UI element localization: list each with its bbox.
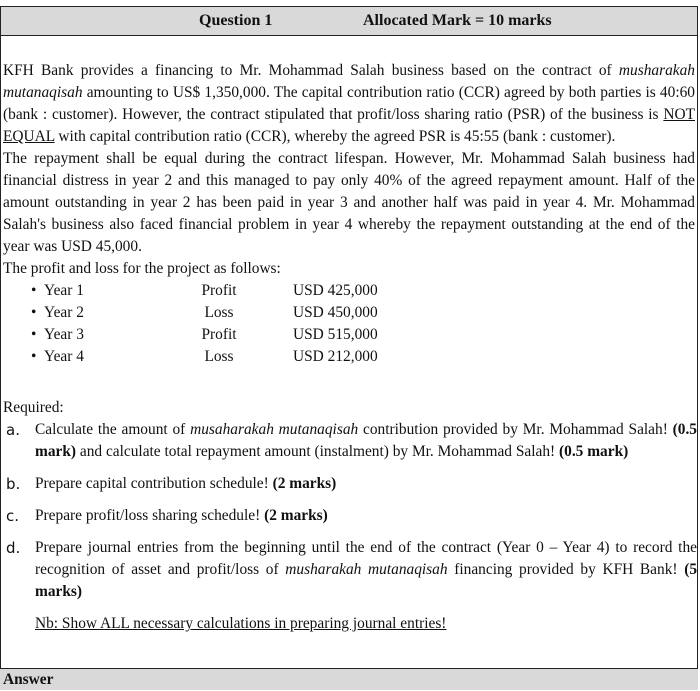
pl-type: Loss <box>204 304 234 321</box>
para1-text-3: with capital contribution ratio (CCR), whereby the agreed PSR is 45:55 (bank : customer). <box>54 128 616 145</box>
question-header <box>0 6 698 36</box>
item-d-text-2: financing provided by KFH Bank! <box>447 561 685 578</box>
list-item <box>3 302 695 324</box>
answer-bar <box>0 668 698 690</box>
item-b-mark: (2 marks) <box>272 475 337 492</box>
question-body <box>3 60 695 368</box>
item-c-mark: (2 marks) <box>264 507 328 524</box>
required-item-d <box>3 537 697 603</box>
item-b-text: Prepare capital contribution schedule! <box>35 475 273 492</box>
question-number: Question 1 <box>199 12 273 29</box>
paragraph-repayment: The repayment shall be equal during the contract lifespan. However, Mr. Mohammad Salah business had financial distress in year 2 and this managed to pay only 40% of the agreed repayment amount. Half of the amount outstanding in year 2 has been paid in year 3 and another half was paid in year 4. Mr. Mohammad Salah's business also faced financial problem in year 4 whereby the repayment outstanding at the end of the year was USD 45,000. <box>3 150 695 255</box>
item-a-text-1: Calculate the amount of <box>35 421 191 438</box>
answer-label: Answer <box>3 671 54 688</box>
bullet: • <box>31 282 37 299</box>
item-label: c. <box>6 507 20 525</box>
pl-amount: USD 450,000 <box>293 304 378 321</box>
para1-text-1: KFH Bank provides a financing to Mr. Mohammad Salah business based on the contract of <box>3 62 619 79</box>
pl-type: Profit <box>201 326 237 343</box>
item-a-italic-term: musaharakah mutanaqisah <box>190 421 359 438</box>
item-d-italic-term: musharakah mutanaqisah <box>285 561 448 578</box>
pl-year: Year 4 <box>44 348 84 365</box>
item-label: d. <box>6 539 21 557</box>
item-a-text-2: contribution provided by Mr. Mohammad Salah! <box>358 421 673 438</box>
para1-text-2: amounting to US$ 1,350,000. The capital contribution ratio (CCR) agreed by both parties is 40:60 (bank : customer). However, the contract stipulated that profit/loss sharing ratio (PSR) of the business is <box>3 84 695 123</box>
required-heading: Required: <box>3 399 64 416</box>
item-a-mark-2: (0.5 mark) <box>559 443 629 460</box>
required-item-b <box>3 473 697 495</box>
pl-list <box>3 280 695 368</box>
required-item-c <box>3 505 697 527</box>
note-nb: Nb: Show ALL necessary calculations in preparing journal entries! <box>35 615 447 632</box>
item-a-mark-1: (0.5 mark) <box>35 421 697 460</box>
pl-intro: The profit and loss for the project as follows: <box>3 260 281 277</box>
pl-amount: USD 212,000 <box>293 348 378 365</box>
allocated-marks: Allocated Mark = 10 marks <box>363 12 552 29</box>
item-label: b. <box>6 475 21 493</box>
pl-year: Year 2 <box>44 304 84 321</box>
item-d-mark: (5 marks) <box>35 561 698 600</box>
list-item <box>3 346 695 368</box>
bullet: • <box>31 348 37 365</box>
list-item <box>3 280 695 302</box>
bullet: • <box>31 304 37 321</box>
pl-year: Year 3 <box>44 326 84 343</box>
pl-amount: USD 425,000 <box>293 282 378 299</box>
para1-italic-term: musharakah mutanaqisah <box>3 62 695 101</box>
bullet: • <box>31 326 37 343</box>
list-item <box>3 324 695 346</box>
item-c-text: Prepare profit/loss sharing schedule! <box>35 507 265 524</box>
pl-type: Profit <box>201 282 237 299</box>
paragraph-contract <box>3 60 695 148</box>
pl-amount: USD 515,000 <box>293 326 378 343</box>
required-section <box>3 397 697 635</box>
required-item-a <box>3 419 697 463</box>
item-a-text-3: and calculate total repayment amount (instalment) by Mr. Mohammad Salah! <box>76 443 560 460</box>
pl-type: Loss <box>204 348 234 365</box>
pl-year: Year 1 <box>44 282 84 299</box>
item-label: a. <box>6 421 20 439</box>
item-d-text-1: Prepare journal entries from the beginning until the end of the contract (Year 0 – Year 4) to record the recognition of asset and profit/loss of <box>35 539 697 578</box>
para1-underlined: NOT EQUAL <box>3 106 695 145</box>
